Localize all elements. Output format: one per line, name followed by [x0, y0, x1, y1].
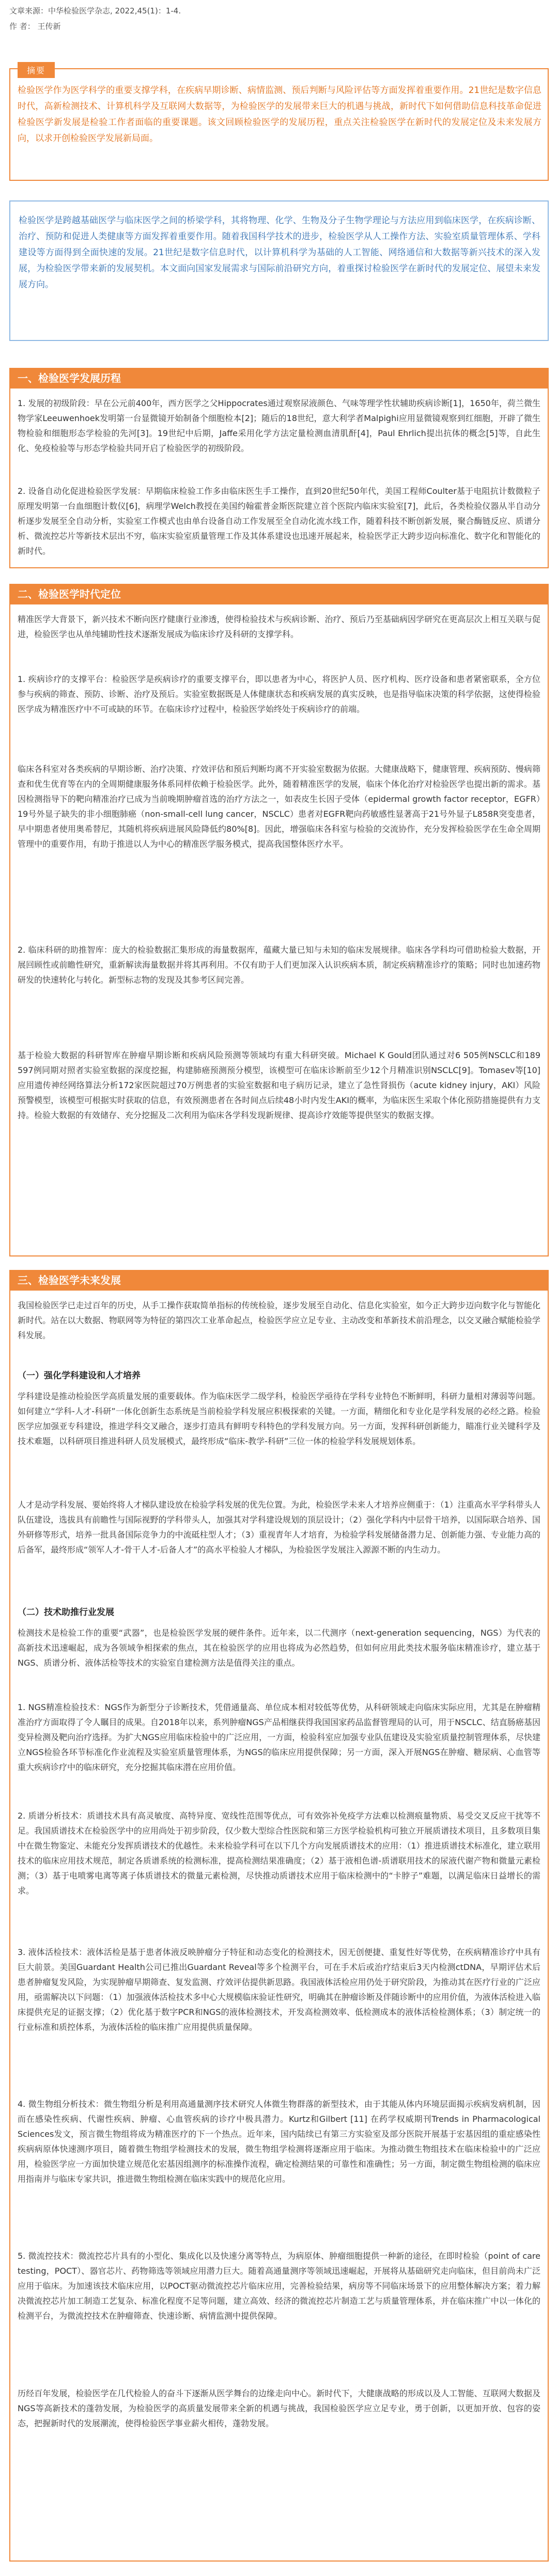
subheading-technology: （二）技术助推行业发展 [18, 1607, 114, 1618]
positioning-paragraph-3: 临床各科室对各类疾病的早期诊断、治疗决策、疗效评估和预后判断均离不开实验室数据为依据。大健康战略下，健康管理、疾病预防、慢病筛查和优生优育等在内的全周期健康服务体系同样依赖于检验医学。此外，随着精准医学的发展，临床个体化治疗对检验医学也提出新的需求。基因检测指导下的靶向精准治疗已成为当前晚期肿瘤首选的治疗方法之一，如表皮生长因子受体（epidermal growth factor receptor，EGFR）19号外显子缺失的非小细胞肺癌（non-small-cell lung cancer，NSCLC）患者对EGFR靶向药敏感性显著高于21号外显子L858R突变患者，早中期患者使用奥希替尼，其随机将疾病进展风险降低约80%[8]。因此，增强临床各科室与检验的交流协作，充分发挥检验医学在生命全周期管理中的重要作用，有助于推进以人为中心的精准医学服务模式，提高我国整体医疗水平。 [18, 764, 540, 849]
section-box-future [9, 1291, 549, 2562]
history-paragraph-1: 1. 发展的初级阶段：早在公元前400年，西方医学之父Hippocrates通过观察尿液颜色、气味等理学性状辅助疾病诊断[1]，1650年，荷兰微生物学家Leeuwenhoek发明第一台显微镜开始制备个细胞检本[2]；随后的18世纪，意大利学者Malpighi应用显微镜观察到红细胞，开辟了微生物检验和细胞形态学检验的先河[3]。19世纪中后期，Jaffe采用化学方法定量检测血清肌酐[4]，Paul Ehrlich提出抗体的概念[5]等，自此生化、免疫检验等与形态学检验共同开启了检验医学的初级阶段。 [18, 398, 540, 453]
positioning-paragraph-5: 基于检验大数据的科研智库在肿瘤早期诊断和疾病风险预测等领域均有重大科研突破。Michael K Gould团队通过对6 505例NSCLC和189 597例同期对照者实验室数据的深度挖掘，构建肺癌预测预分模型，该模型可在临床诊断前至少12个月精准识别NSCLC[9]。Tomasev等[10]应用遗传神经网络算法分析172家医院超过70万例患者的实验室数据和电子病历记录，建立了急性肾损伤（acute kidney injury，AKI）风险预警模型，该模型可根据实时获取的信息，有效预测患者在各时间点后续48小时内发生AKI的概率，为临床医生采取个体化预防措施提供有力支持。检验大数据的有效储存、充分挖掘及二次利用为临床各学科发现新规律、提高诊疗效能等提供坚实的数据支撑。 [18, 1050, 540, 1120]
positioning-paragraph-4: 2. 临床科研的助推智库：庞大的检验数据汇集形成的海量数据库，蕴藏大量已知与未知的临床发展规律。临床各学科均可借助检验大数据，开展回顾性或前瞻性研究，重新解读海量数据并将其再利用。不仅有助于人们更加深入认识疾病本质，制定疾病精准诊疗的策略；同时也加速药物研发的快速转化与转化。新型标志物的发现及其参考区间完善。 [18, 945, 540, 985]
abstract-box [9, 68, 549, 181]
subheading-discipline: （一）强化学科建设和人才培养 [18, 1371, 141, 1381]
source-line: 文章来源：中华检验医学杂志, 2022,45(1)：1-4. [9, 6, 181, 15]
future-paragraph-2: 学科建设是推动检验医学高质量发展的重要载体。作为临床医学二级学科，检验医学亟待在学科专业特色不断鲜明，科研力量相对薄弱等问题。如何建立“学科-人才-科研”一体化创新生态系统是当前检验学科发展应积极探索的关键。一方面，精细化和专业化是学科发展的必经之路。检验医学应加强亚专科建设，推进学科交叉融合，逐步打造具有鲜明专科特色的学科发展方向。另一方面，发挥科研创新能力，瞄准行业关键科学及技术难题，以科研项目推进科研人员发展模式，最终形成“临床-教学-科研”三位一体的检验学科发展规划体系。 [18, 1391, 540, 1446]
abstract-text: 检验医学作为医学科学的重要支撑学科，在疾病早期诊断、病情监测、预后判断与风险评估等方面发挥着重要作用。21世纪是数字信息时代，高新检测技术、计算机科学及互联网大数据等，为检验医学的发展带来巨大的机遇与挑战，新时代下如何借助信息科技革命促进检验医学新发展是检验工作者面临的重要课题。该文回顾检验医学的发展历程，重点关注检验医学在新时代的发展定位及未来发展方向，以求开创检验医学发展新局面。 [18, 85, 541, 144]
intro-text: 检验医学是跨越基础医学与临床医学之间的桥梁学科，其将物理、化学、生物及分子生物学理论与方法应用到临床医学，在疾病诊断、治疗、预防和促进人类健康等方面发挥着重要作用。随着我国科学技术的进步，检验医学从人工操作方法、实验室质量管理体系、学科建设等方面得到全面快速的发展。21世纪是数字信息时代，以计算机科学为基础的人工智能、网络通信和大数据等新兴技术的深入发展，为检验医学带来新的发展契机。本文面向国家发展需求与国际前沿研究方向，着重探讨检验医学在新时代的发展定位、展望未来发展方向。 [19, 215, 540, 290]
future-paragraph-3: 人才是动学科发展、要始终将人才梯队建设放在检验学科发展的优先位置。为此，检验医学未来人才培养应侧重于：（1）注重高水平学科带头人队伍建设，选拔具有前瞻性与国际视野的学科带头人，加强其对学科建设规划的顶层设计；（2）强化学科内中层骨干培养，以国际联合培养、国外研修等形式，培养一批具备国际竞争力的中流砥柱型人才；（3）重视青年人才培育，为检验学科发展储备潜力足、创新能力强、专业能力高的后备军，最终形成“领军人才-骨干人才-后备人才”的高水平检验人才梯队，为检验医学发展注入源源不断的内生动力。 [18, 1500, 540, 1555]
future-paragraph-8: 4. 微生物组分析技术：微生物组分析是利用高通量测序技术研究人体微生物群落的新型技术，由于其能从体内环境层面揭示疾病发病机制，因而在感染性疾病、代谢性疾病、肿瘤、心血管疾病的诊疗中极具潜力。Kurtz和Gilbert [11] 在药学权威期刊Trends in Pharmacological Sciences发文，预言微生物组将成为精准医疗的下一个热点。近年来，国内陆续已有第三方实验室及部分医院开展基于宏基因组的重症感染性疾病病原体快速测序项目，随着微生物组学检测技术的发展，微生物组学检测将逐渐应用于临床。为推动微生物组技术在临床检验中的广泛应用，检验医学应一方面加快建立规范化宏基因组测序的标准操作流程，确定检测结果的可靠性和准确性；另一方面，制定微生物组检测的临床应用指南并与临床专家共识，推进微生物组检测在临床实践中的规范化应用。 [18, 2099, 540, 2184]
positioning-paragraph-1: 精准医学大背景下，新兴技术不断向医疗健康行业渗透，使得检验技术与疾病诊断、治疗、预后乃至基础病因学研究在更高层次上相互关联与促进，检验医学也从单纯辅助性技术逐渐发展成为临床诊疗及科研的支撑学科。 [18, 614, 540, 639]
future-paragraph-6: 2. 质谱分析技术：质谱技术具有高灵敏度、高特异度、宽线性范围等优点，可有效弥补免疫学方法难以检测痕量物质、易受交叉反应干扰等不足。我国质谱技术在检验医学中的应用尚处于初步阶段，仅少数大型综合性医院和第三方医学检验机构可独立开展质谱技术项目，且多数项目集中在微生物鉴定、未能充分发挥质谱技术的优越性。未来检验学科可在以下几个方向发展质谱技术的应用：（1）推进质谱技术标准化，建立联用技术的临床应用技术规范，制定各质谱系统的检测标准，提高检测结果准确度；（2）基于液相色谱-质谱联用技术的尿液代谢产物和微量元素检测；（3）基于电喷雾电离等离子体质谱技术的微量元素检测，尽快推动质谱技术应用于临床检测中的“卡脖子”难题，以满足临床日益增长的需求。 [18, 1811, 540, 1896]
future-paragraph-4: 检测技术是检验工作的重要“武器”，也是检验医学发展的硬件条件。近年来，以二代测序（next-generation sequencing，NGS）为代表的高新技术迅速崛起，成为各领域争相探索的焦点，其在检验医学的应用也将成为必然趋势，但如何应用此类技术服务临床精准诊疗，建立基于NGS、质谱分析、液体活检等技术的实验室自建检测方法是值得关注的重点。 [18, 1628, 540, 1668]
future-paragraph-7: 3. 液体活检技术：液体活检是基于患者体液反映肿瘤分子特征和动态变化的检测技术，因无创便捷、重复性好等优势，在疾病精准诊疗中具有巨大前景。美国Guardant Health公司已推出Guardant Reveal等多个检测平台，可在手术后或治疗结束后3天内检测ctDNA，早期评估术后患者肿瘤复发风险，为实现肿瘤早期筛查、复发监测、疗效评估提供新思路。我国液体活检应用仍处于研究阶段，为推动其在医疗行业的广泛应用，亟需解决以下问题：（1）加强液体活检技术多中心大规模临床验证性研究，明确其在肿瘤诊断及伴随诊断中的应用价值，为液体活检进入临床提供充足的证据支撑；（2）优化基于数字PCR和NGS的液体检测技术，开发高检测效率、低检测成本的液体活检检测体系；（3）制定统一的行业标准和质控体系，为液体活检的临床推广应用提供质量保障。 [18, 1947, 540, 2032]
section-title-history: 一、检验医学发展历程 [9, 368, 549, 389]
future-paragraph-1: 我国检验医学已走过百年的历史，从手工操作获取简单指标的传统检验，逐步发展至自动化、信息化实验室，如今正大跨步迈向数字化与智能化新时代。站在以大数据、物联网等为特征的第四次工业革命起点，检验医学应立足专业、主动改变和革新技术前沿理念，以交叉融合赋能检验学科发展。 [18, 1300, 540, 1340]
section-box-positioning [9, 604, 549, 1256]
section-title-positioning: 二、检验医学时代定位 [9, 584, 549, 604]
abstract-tag: 摘要 [18, 62, 55, 78]
section-title-future: 三、检验医学未来发展 [9, 1270, 549, 1291]
article-meta [9, 3, 181, 34]
intro-box [9, 200, 549, 341]
section-box-history [9, 389, 549, 568]
author-line: 作 者： 王传新 [9, 22, 61, 31]
positioning-paragraph-2: 1. 疾病诊疗的支撑平台：检验医学是疾病诊疗的重要支撑平台，即以患者为中心，将医护人员、医疗机构、医疗设备和患者紧密联系，全方位参与疾病的筛查、预防、诊断、治疗及预后。实验室数据既是人体健康状态和疾病发展的真实反映，也是指导临床决策的科学依据，这使得检验医学成为精准医疗中不可或缺的环节。在临床诊疗过程中，检验医学始终处于疾病诊疗的前端。 [18, 674, 540, 714]
future-paragraph-5: 1. NGS精准检验技术：NGS作为新型分子诊断技术，凭借通量高、单位成本相对较低等优势，从科研领域走向临床实际应用，尤其是在肿瘤精准治疗方面取得了令人瞩目的成果。自2018年以来，系列肿瘤NGS产品相继获得我国国家药品监督管理局的认可，用于NSCLC、结直肠癌基因变异检测及靶向治疗选择。为扩大NGS应用临床检验中的广泛应用，一方面，检验科室应加强专业队伍建设及实验室质量控制管理体系，尽快建立NGS检验各环节标准化作业流程及实验室质量管理体系，为NGS的临床应用提供保障；另一方面，深入开展NGS在肿瘤、糖尿病、心血管等重大疾病诊疗中的临床研究，充分挖掘其临床潜在应用价值。 [18, 1702, 540, 1772]
history-paragraph-2: 2. 设备自动化促进检验医学发展：早期临床检验工作多由临床医生手工操作，直到20世纪50年代，美国工程师Coulter基于电阻抗计数微粒子原理发明第一台血细胞计数仪[6]，病理学Welch教授在美国约翰霍普金斯医院建立首个医院内临床实验室[7]，此后，各类检验仪器从半自动分析逐步发展至全自动分析，实验室工作模式也由单台设备自动工作发展至全自动化流水线工作，随着科技不断创新发展，聚合酶链反应、质谱分析、微流控芯片等新技术层出不穷，临床实验室质量管理工作及其体系建设也迅速开展起来，检验医学正大跨步迈向标准化、数字化和智能化的新时代。 [18, 486, 540, 556]
future-paragraph-9: 5. 微流控技术：微流控芯片具有的小型化、集成化以及快速分离等特点，为病原体、肿瘤细胞提供一种新的途径，在即时检验（point of care testing，POCT）、器官芯片、药物筛选等领域应用潜力巨大。随着高通量测序等领域迅速崛起，开展将从基础研究走向临床，但目前尚未广泛应用于临床。为加速该技术临床应用，以POCT驱动微流控芯片临床应用，完善检验结果，病房等不同临床场景下的应用整体解决方案；着力解决微流控芯片加工制造工艺复杂、标准化程度不足等问题，建立高效、经济的微流控芯片制造工艺与质量管理体系，并在临床推广中以一体化的检测平台，为微流控技术在肿瘤筛查、快速诊断、病情监测中提供保障。 [18, 2251, 540, 2321]
future-paragraph-10: 历经百年发展，检验医学在几代检验人的奋斗下逐渐从医学舞台的边缘走向中心。新时代下，大健康战略的形成以及人工智能、互联网大数据及NGS等高新技术的蓬勃发展，为检验医学的高质量发展带来全新的机遇与挑战，我国检验医学应立足专业，勇于创新，以更加开放、包容的姿态，把握新时代的发展潮流，使得检验医学事业薪火相传，蓬勃发展。 [18, 2388, 540, 2428]
